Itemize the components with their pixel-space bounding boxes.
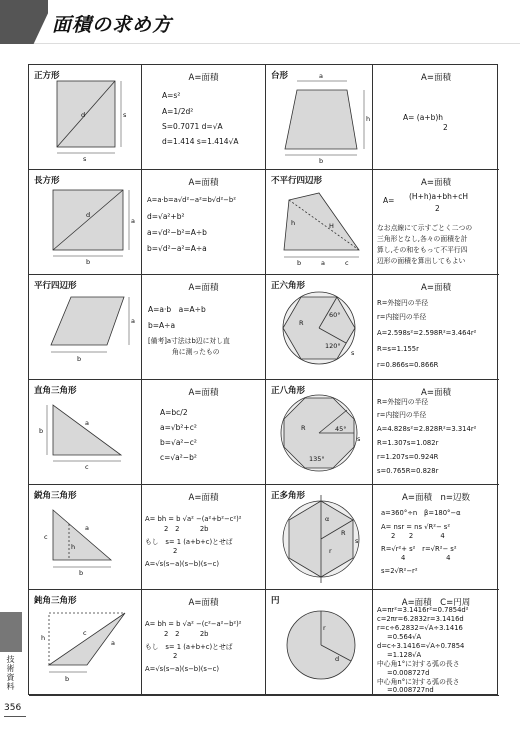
formula-line: A= bh = b √a² −(a²+b²−c²)² [145, 515, 242, 523]
formula-line: 2 [173, 547, 178, 555]
label-R: R [299, 319, 304, 327]
label-60: 60° [329, 311, 341, 319]
note-line: なお点線にて示すごとく二つの [377, 224, 473, 232]
shape-drawings [29, 65, 499, 696]
formula-line: c=2πr=6.2832r=3.1416d [377, 615, 464, 623]
label-b: b [319, 157, 324, 165]
page-number: 356 [4, 703, 22, 713]
formula-line: R=1.307s=1.082r [377, 439, 439, 447]
irregular-figure [284, 193, 359, 250]
formula-line: r=1.207s=0.924R [377, 453, 439, 461]
formula-line: R=外接円の半径 [377, 299, 429, 307]
label-H: H [329, 222, 334, 230]
label-a: a [131, 217, 135, 225]
formula-line: A= bh = b √a² −(c²−a²−b²)² [145, 620, 242, 628]
label-a: a [111, 639, 115, 647]
area-label: A=面積 [188, 598, 219, 608]
area-label: A=面積 C=円周 [401, 598, 471, 608]
formula-line: A=bc/2 [160, 408, 188, 417]
area-label: A=面積 [421, 388, 451, 398]
shape-name: 平行四辺形 [34, 281, 77, 291]
formula-line: A=s² [162, 91, 181, 100]
note-line: 角に測ったもの [172, 348, 220, 356]
formula-line: 2 2 4 [391, 532, 445, 540]
formula-line: 2 2 2b [164, 525, 209, 533]
formula-line: A=πr²=3.1416r²=0.7854d² [377, 606, 469, 614]
formula-line: R=√r²+ s² r=√R²− s² [381, 545, 457, 553]
formula-line: A=2.598s²=2.598R²=3.464r² [377, 329, 477, 337]
formula-line: =0.008727d [387, 669, 430, 677]
shape-name: 不平行四辺形 [271, 176, 323, 186]
shape-name: 正六角形 [271, 281, 306, 291]
label-d: d [86, 211, 91, 219]
formula-line: 4 4 [401, 554, 451, 562]
formula-line: A=a·b a=A÷b [148, 305, 206, 314]
formula-line: b=A÷a [148, 321, 176, 330]
area-label: A=面積 [421, 73, 451, 83]
formula-line: s=2√R²−r² [381, 567, 418, 575]
label-h: h [71, 543, 76, 551]
note-line: 三角形となし,各々の面積を計 [377, 235, 468, 243]
label-c: c [85, 463, 89, 471]
label-c: c [83, 629, 87, 637]
label-a: a [85, 524, 89, 532]
formula-line: (H+h)a+bh+cH [409, 192, 468, 201]
side-label: 技術資料 [6, 655, 15, 691]
formula-line: r=0.866s=0.866R [377, 361, 439, 369]
label-b: b [86, 258, 91, 266]
formula-line: A= nsr = ns √R²− s² [381, 523, 451, 531]
formula-line: d=√a²+b² [147, 212, 185, 221]
label-s: s [357, 435, 361, 443]
formula-line: r=内接円の半径 [377, 313, 427, 321]
label-s2: s [83, 155, 87, 163]
label-s: s [123, 111, 127, 119]
label-h: h [41, 634, 46, 642]
formula-line: R=外接円の半径 [377, 398, 429, 406]
formula-line: r=c÷6.2832=√A÷3.1416 [377, 624, 463, 632]
formula-line: a=√b²+c² [160, 423, 197, 432]
area-label: A=面積 [421, 178, 451, 188]
side-tab [0, 612, 22, 652]
label-d: d [335, 655, 340, 663]
shape-name: 鈍角三角形 [34, 596, 77, 606]
label-r: r [323, 624, 326, 632]
label-s: s [355, 537, 359, 545]
formula-line: c=√a²−b² [160, 453, 197, 462]
label-d: d [81, 111, 86, 119]
formula-line: もし s= 1 (a+b+c)とせば [145, 643, 233, 651]
label-45: 45° [335, 425, 347, 433]
formula-line: 2 [173, 652, 178, 660]
label-120: 120° [325, 342, 341, 350]
page-number-rule [4, 716, 26, 717]
note-line: [備考]a寸法はb辺に対し直 [148, 337, 230, 345]
shape-name: 長方形 [34, 176, 60, 186]
formula-line: 中心角n°に対する弧の長さ [377, 678, 460, 686]
note-line: 算し,その和をもって不平行四 [377, 246, 468, 254]
shape-name: 台形 [271, 71, 289, 81]
page-title: 面積の求め方 [52, 14, 173, 36]
formula-line: s=0.765R=0.828r [377, 467, 439, 475]
formula-line: A=1/2d² [162, 107, 194, 116]
formula-line: b=√a²−c² [160, 438, 197, 447]
shape-name: 直角三角形 [34, 386, 77, 396]
area-label: A=面積 [188, 493, 219, 503]
label-b: b [77, 355, 82, 363]
label-b: b [39, 427, 44, 435]
label-135: 135° [309, 455, 325, 463]
area-label: A=面積 [188, 388, 219, 398]
shape-name: 正八角形 [271, 386, 306, 396]
formula-line: 2 [435, 204, 440, 213]
formula-line: d=c÷3.1416=√A÷0.7854 [377, 642, 465, 650]
label-a: a [131, 317, 135, 325]
area-label: A=面積 [188, 73, 219, 83]
label-a: a [321, 259, 325, 267]
label-c: c [44, 533, 48, 541]
formula-line: =0.564√A [387, 633, 422, 641]
formula-line: d=1.414 s=1.414√A [162, 137, 239, 146]
right-triangle-figure [53, 405, 121, 455]
formula-line: A=√s(s−a)(s−b)(s−c) [145, 665, 220, 673]
trapezoid-figure [285, 90, 357, 149]
label-c: c [345, 259, 349, 267]
label-alpha: α [325, 515, 330, 523]
label-a: a [319, 72, 323, 80]
formula-line: A= (a+b)h [403, 113, 444, 122]
shape-name: 鋭角三角形 [34, 491, 77, 501]
label-b: b [65, 675, 70, 683]
shape-name: 正多角形 [271, 491, 306, 501]
label-h: h [291, 219, 296, 227]
formula-line: 2 [443, 123, 448, 132]
formula-line: a=√d²−b²=A÷b [147, 228, 207, 237]
label-b: b [79, 569, 84, 577]
label-a: a [85, 419, 89, 427]
label-h: h [366, 115, 371, 123]
formula-table [28, 64, 498, 695]
formula-line: A= [383, 196, 395, 205]
formula-line: b=√d²−a²=A÷a [147, 244, 207, 253]
formula-line: 2 2 2b [164, 630, 209, 638]
formula-line: a=360°÷n β=180°−α [381, 509, 461, 517]
formula-line: A=4.828s²=2.828R²=3.314r² [377, 425, 477, 433]
formula-line: A=a·b=a√d²−a²=b√d²−b² [147, 196, 236, 204]
area-label: A=面積 [188, 283, 219, 293]
parallelogram-figure [51, 297, 124, 345]
note-line: 辺形の面積を算出してもよい [377, 257, 466, 265]
formula-line: S=0.7071 d=√A [162, 122, 223, 131]
formula-line: =0.008727nd [387, 686, 434, 694]
area-label: A=面積 [421, 283, 451, 293]
formula-line: r=内接円の半径 [377, 411, 427, 419]
label-b: b [297, 259, 302, 267]
formula-line: =1.128√A [387, 651, 422, 659]
formula-line: もし s= 1 (a+b+c)とせば [145, 538, 233, 546]
area-label: A=面積 n=辺数 [402, 493, 470, 503]
shape-name: 円 [271, 596, 280, 606]
formula-line: 中心角1°に対する弧の長さ [377, 660, 460, 668]
label-s: s [351, 349, 355, 357]
acute-triangle-figure [53, 510, 111, 560]
formula-line: A=√s(s−a)(s−b)(s−c) [145, 560, 220, 568]
corner-tab [0, 0, 48, 44]
label-R: R [301, 424, 306, 432]
label-r: r [329, 547, 332, 555]
label-R: R [341, 529, 346, 537]
shape-name: 正方形 [34, 71, 60, 81]
formula-line: R=s=1.155r [377, 345, 419, 353]
header [0, 0, 520, 44]
area-label: A=面積 [188, 178, 219, 188]
